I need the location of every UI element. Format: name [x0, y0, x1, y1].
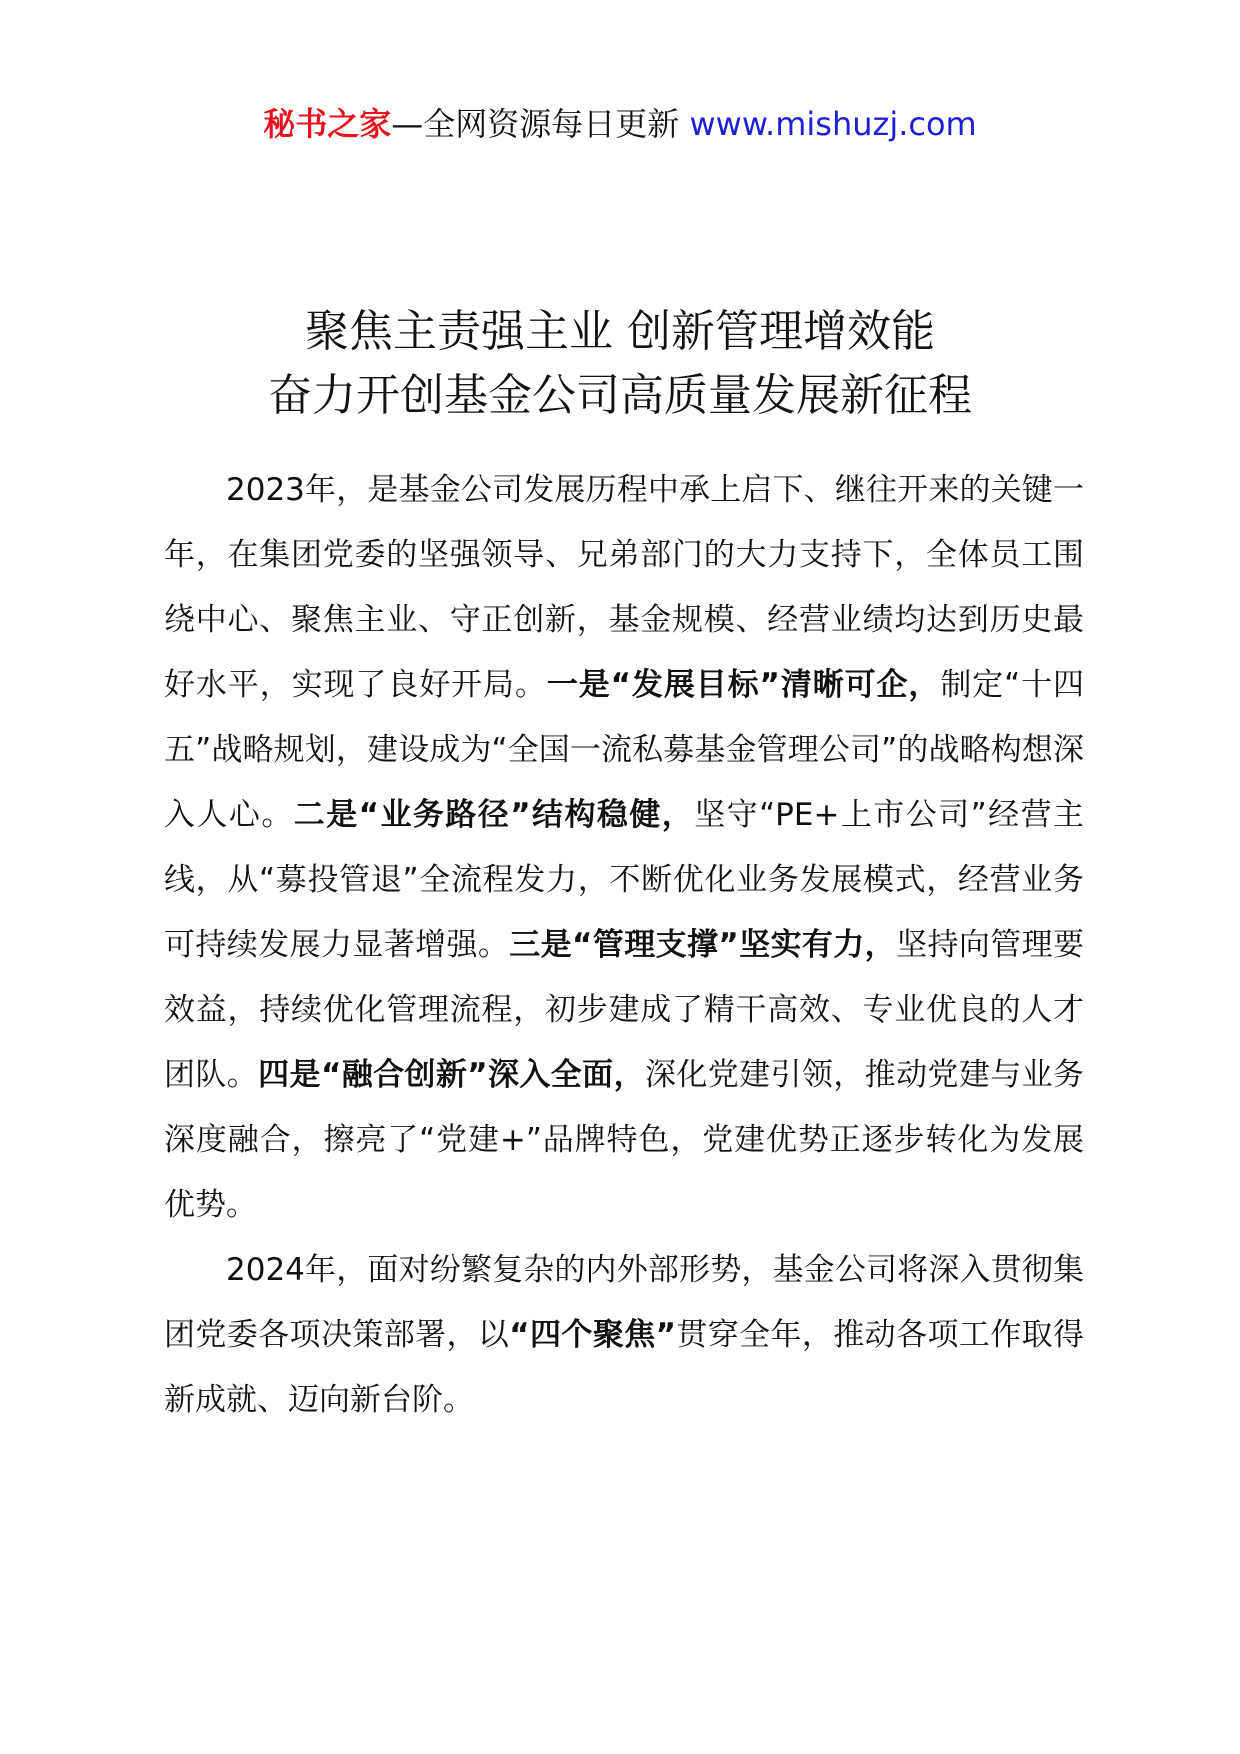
- paragraph-2: [164, 1238, 1084, 1433]
- site-url-link[interactable]: www.mishuzj.com: [689, 105, 977, 143]
- document-body: [164, 458, 1084, 1433]
- paragraph-2-text-b: 贯穿全年，推动各项工作取得新成就、迈向新台阶。: [164, 1317, 1085, 1418]
- point-1-heading: 一是“发展目标”清晰可企，: [546, 667, 941, 703]
- point-3-text: 坚持向管理要效益，持续优化管理流程，初步建成了精干高效、专业优良的人才团队。: [164, 927, 1085, 1093]
- point-4-heading: 四是“融合创新”深入全面，: [258, 1057, 645, 1093]
- paragraph-1: [164, 458, 1084, 1238]
- point-1-text: 制定“十四五”战略规划，建设成为“全国一流私募基金管理公司”的战略构想深入人心。: [164, 667, 1085, 833]
- paragraph-1-intro: 2023年，是基金公司发展历程中承上启下、继往开来的关键一年，在集团党委的坚强领导、兄弟部门的大力支持下，全体员工围绕中心、聚焦主业、守正创新，基金规模、经营业绩均达到历史最好水平，实现了良好开局。: [164, 472, 1084, 703]
- title-line-2: 奋力开创基金公司高质量发展新征程: [268, 370, 972, 421]
- point-2-heading: 二是“业务路径”结构稳健，: [293, 797, 695, 833]
- point-4-text: 深化党建引领，推动党建与业务深度融合，擦亮了“党建+”品牌特色，党建优势正逐步转化为发展优势。: [164, 1057, 1085, 1223]
- paragraph-2-bold: “四个聚焦”: [509, 1317, 676, 1353]
- header-tagline: —全网资源每日更新: [391, 105, 680, 143]
- document-title: [0, 300, 1240, 428]
- point-3-heading: 三是“管理支撑”坚实有力，: [509, 927, 897, 963]
- brand-name: 秘书之家: [263, 105, 392, 143]
- point-2-text: 坚守“PE+上市公司”经营主线，从“募投管退”全流程发力，不断优化业务发展模式，经营业务可持续发展力显著增强。: [164, 797, 1085, 963]
- site-header: [0, 100, 1240, 148]
- title-line-1: 聚焦主责强主业 创新管理增效能: [305, 306, 935, 357]
- paragraph-2-text-a: 2024年，面对纷繁复杂的内外部形势，基金公司将深入贯彻集团党委各项决策部署，以: [164, 1252, 1084, 1353]
